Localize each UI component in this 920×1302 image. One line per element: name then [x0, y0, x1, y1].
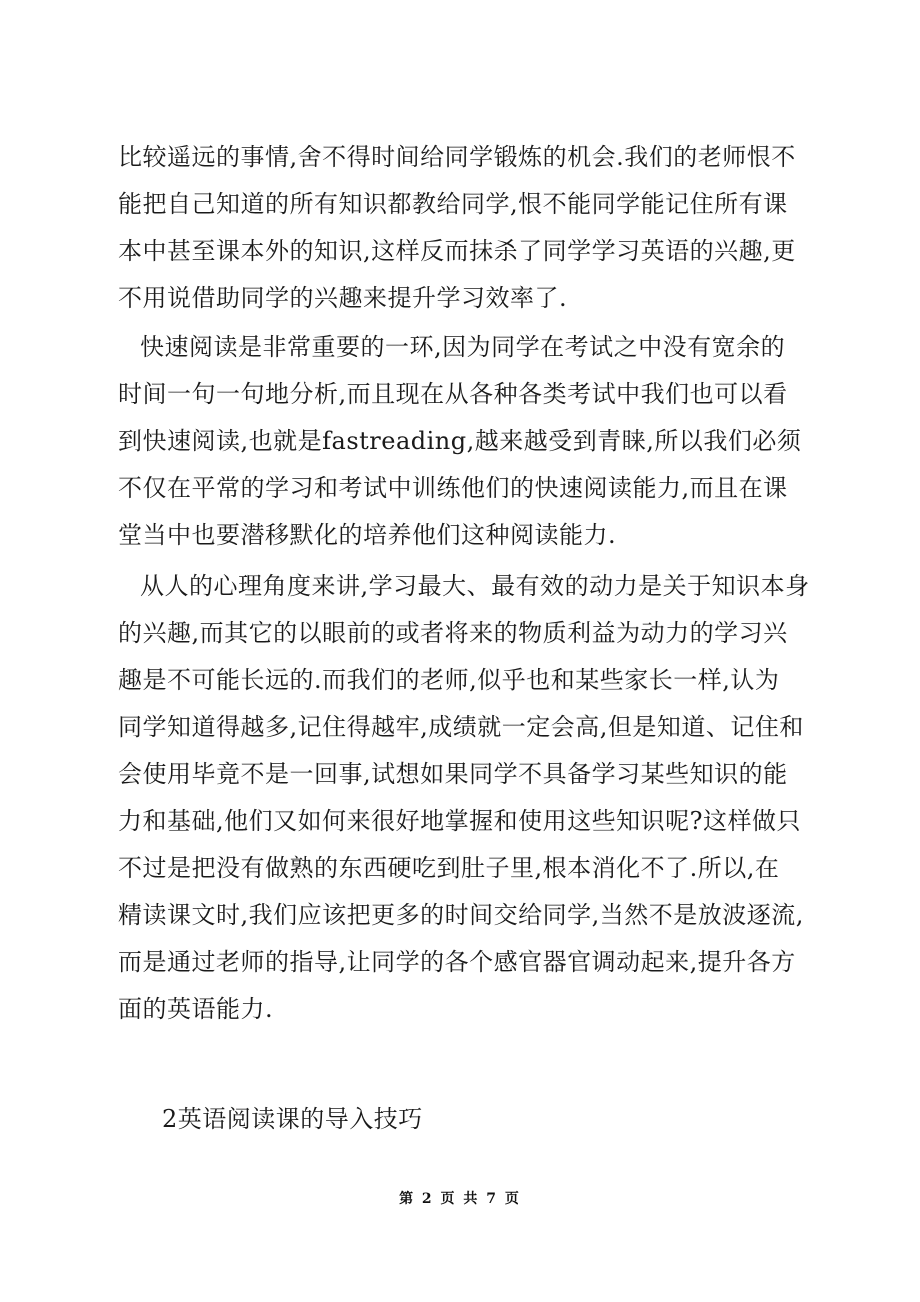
body-line: 会使用毕竟不是一回事,试想如果同学不具备学习某些知识的能 — [118, 760, 788, 788]
body-line: 的兴趣,而其它的以眼前的或者将来的物质利益为动力的学习兴 — [118, 619, 788, 647]
body-line: 精读课文时,我们应该把更多的时间交给同学,当然不是放波逐流, — [118, 901, 804, 929]
body-line: 堂当中也要潜移默化的培养他们这种阅读能力. — [118, 521, 617, 549]
body-line: 本中甚至课本外的知识,这样反而抹杀了同学学习英语的兴趣,更 — [118, 237, 796, 265]
body-line: 能把自己知道的所有知识都教给同学,恨不能同学能记住所有课 — [118, 190, 788, 218]
body-line: 不用说借助同学的兴趣来提升学习效率了. — [118, 284, 568, 312]
section-heading: 2英语阅读课的导入技巧 — [162, 1105, 423, 1133]
page-number: 第 2 页 共 7 页 — [399, 1191, 521, 1207]
body-line: 不过是把没有做熟的东西硬吃到肚子里,根本消化不了.所以,在 — [118, 854, 780, 882]
body-line: 到快速阅读,也就是fastreading,越来越受到青睐,所以我们必须 — [118, 427, 802, 455]
body-line: 而是通过老师的指导,让同学的各个感官器官调动起来,提升各方 — [118, 948, 796, 976]
body-line: 时间一句一句地分析,而且现在从各种各类考试中我们也可以看 — [118, 380, 788, 408]
body-line: 面的英语能力. — [118, 995, 274, 1023]
body-line: 比较遥远的事情,舍不得时间给同学锻炼的机会.我们的老师恨不 — [118, 143, 796, 171]
body-line: 不仅在平常的学习和考试中训练他们的快速阅读能力,而且在课 — [118, 474, 788, 502]
body-line: 同学知道得越多,记住得越牢,成绩就一定会高,但是知道、记住和 — [118, 713, 804, 741]
body-line: 力和基础,他们又如何来很好地掌握和使用这些知识呢?这样做只 — [118, 807, 801, 835]
body-line: 快速阅读是非常重要的一环,因为同学在考试之中没有宽余的 — [140, 333, 786, 361]
body-line: 趣是不可能长远的.而我们的老师,似乎也和某些家长一样,认为 — [118, 666, 780, 694]
body-line: 从人的心理角度来讲,学习最大、最有效的动力是关于知识本身 — [140, 572, 810, 600]
